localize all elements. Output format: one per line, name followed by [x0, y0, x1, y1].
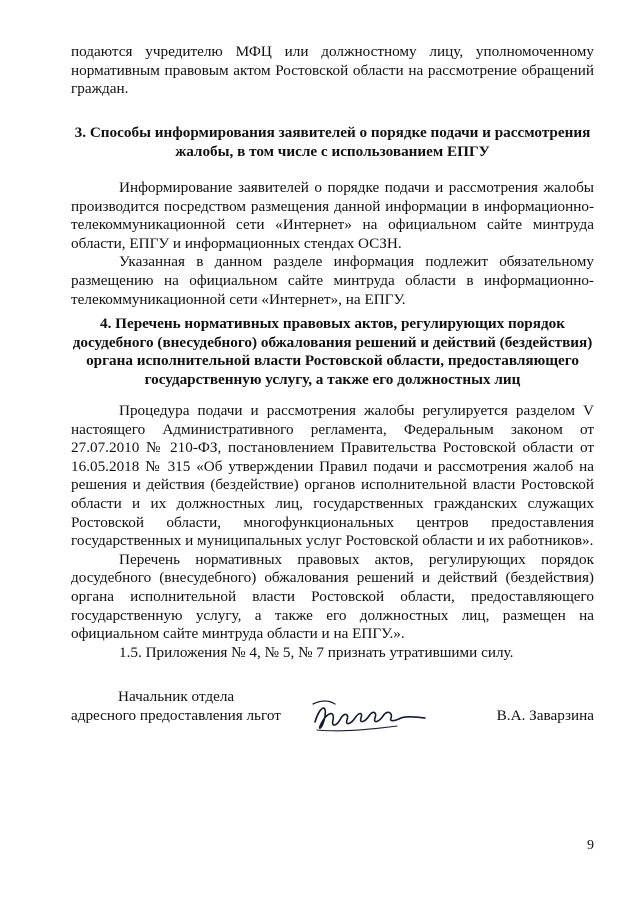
section-4-paragraph: Процедура подачи и рассмотрения жалобы регулируется разделом V настоящего Административного регламента, Федеральным законом от 27.07.2010 № 210-ФЗ, постановлением Правительства Ростовской области от 16.05.2018 № 315 «Об утверждении Правил подачи и рассмотрения жалоб на решения и действия (бездействие) органов исполнительной власти Ростовской области и их должностных лиц, государственных гражданских служащих Ростовской области, многофункциональных центров предоставления государственных и муниципальных услуг Ростовской области и их работников».	[71, 402, 594, 550]
section-4-paragraph: Перечень нормативных правовых актов, регулирующих порядок досудебного (внесудебного) обжалования решений и действий (бездействия) органа исполнительной власти Ростовской области, предоставляющего государственную услугу, а также его должностных лиц, размещен на официальном сайте минтруда области и на ЕПГУ.».	[71, 550, 594, 643]
page-number: 9	[587, 838, 594, 853]
section-3-body	[71, 179, 594, 309]
signatory-title-line1: Начальник отдела	[118, 688, 235, 705]
signatory-name: В.А. Заварзина	[496, 707, 594, 724]
section-4-paragraph: 1.5. Приложения № 4, № 5, № 7 признать утратившими силу.	[119, 643, 514, 661]
section-3-paragraph: Информирование заявителей о порядке подачи и рассмотрения жалобы производится посредством размещения данной информации в информационно-телекоммуникационной сети «Интернет» на официальном сайте минтруда области, ЕПГУ и информационных стендах ОСЗН.	[71, 179, 594, 252]
intro-paragraph	[71, 43, 594, 99]
section-3-paragraph: Указанная в данном разделе информация подлежит обязательному размещению на официальном сайте минтруда области в информационно-телекоммуникационной сети «Интернет», на ЕПГУ.	[71, 253, 594, 308]
section-3-heading: 3. Способы информирования заявителей о порядке подачи и рассмотрения жалобы, в том числе с использованием ЕПГУ	[74, 124, 591, 160]
intro-text: подаются учредителю МФЦ или должностному лицу, уполномоченному нормативным правовым актом Ростовской области на рассмотрение обращений граждан.	[71, 43, 594, 98]
handwritten-signature	[307, 688, 447, 744]
signatory-title-line2: адресного предоставления льгот	[71, 707, 281, 724]
section-4-body	[71, 402, 594, 662]
signature-block	[71, 688, 594, 748]
section-4-heading: 4. Перечень нормативных правовых актов, регулирующих порядок досудебного (внесудебного) обжалования решений и действий (бездействия) органа исполнительной власти Ростовской области, предоставляющего государственную услугу, а также его должностных лиц	[72, 315, 593, 388]
